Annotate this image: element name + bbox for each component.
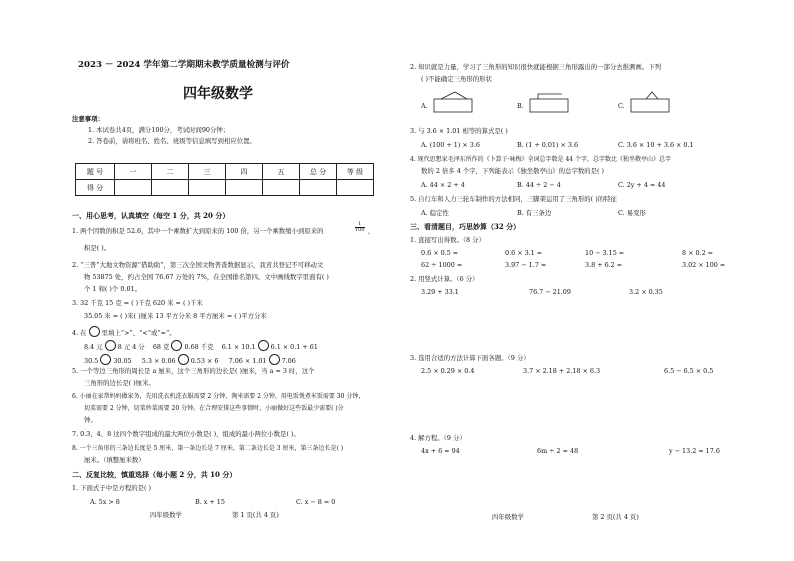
- calc2-item: 3.2 × 0.35: [629, 288, 663, 296]
- p2-q2-line2: ( )不能确定三角形的形状: [421, 75, 492, 83]
- score-header-cell: 一: [115, 164, 152, 180]
- q4-row2: [84, 354, 296, 366]
- notes-title: 注意事项：: [72, 115, 104, 123]
- score-header-cell: 等 级: [337, 164, 374, 180]
- p2-q5-option-b[interactable]: B. 有三条边: [517, 209, 552, 217]
- q3-line1: 3. 32 千克 15 克 = ( )千克 620 米 = ( )千米: [72, 299, 203, 307]
- score-cell[interactable]: [152, 180, 189, 196]
- q4-title-pre: 4. 在: [72, 329, 87, 337]
- calc4-item: y − 13.2 = 17.6: [669, 447, 720, 455]
- p2-q2-line1: 2. 知识就是力量，学习了三角形的知识很快就能根据三角形露出的一部分去推测画。下列: [410, 63, 661, 71]
- exam-page-2: [405, 0, 794, 561]
- p2-q3: 3. 与 3.6 × 1.01 相等的算式是( ): [410, 127, 508, 135]
- q8-line2: 厘米。（填整厘米数）: [84, 456, 145, 464]
- note-2: 2. 答卷前，请将班名、姓名、班级等信息填写到相应位置。: [88, 137, 256, 145]
- compare-circle-icon: [89, 326, 100, 337]
- q4-operand: 8 元 4 分: [117, 343, 145, 351]
- q1-fraction-after: ，: [368, 227, 375, 235]
- compare-circle-icon[interactable]: [100, 354, 111, 365]
- calc1-item: 0.6 × 0.5 =: [421, 249, 459, 257]
- p2-q2-option-c[interactable]: C.: [618, 102, 625, 110]
- score-header-cell: 五: [263, 164, 300, 180]
- p2-q2-option-b[interactable]: B.: [517, 102, 524, 110]
- calc2-item: 76.7 − 21.09: [529, 288, 571, 296]
- calc2-item: 3.29 + 33.1: [421, 288, 459, 296]
- exam-title: 2023 － 2024 学年第二学期期末教学质量检测与评价: [78, 60, 290, 70]
- score-table-score-row: [76, 180, 374, 196]
- s2q1-option-b[interactable]: B. x + 15: [195, 498, 225, 506]
- score-cell[interactable]: [337, 180, 374, 196]
- footer-page-number: 第 1 页(共 4 页): [232, 511, 279, 519]
- score-row-label: 得 分: [76, 180, 115, 196]
- triangle-card-a-icon: [433, 91, 475, 113]
- compare-circle-icon[interactable]: [258, 340, 269, 351]
- q4-operand: 6.1 × 0.1 + 61: [270, 343, 318, 351]
- q8-line1: 8. 一个三角形的三条边长度是 5 厘米，第一条边长是 7 厘米，第二条边长是 3 厘米，第三条边长是( ): [72, 445, 344, 452]
- triangle-card-b-icon: [529, 91, 571, 113]
- p2-q5: 5. 自行车和人力三轮车制作的方法相同，三脚架运用了三角形的( )的特征: [410, 195, 617, 203]
- section-3-title: 三、看清题目，巧思妙算（32 分）: [410, 222, 521, 231]
- q1-fraction: [355, 222, 365, 233]
- calc3-title: 3. 选用合适的方法计算下面各题。（9 分）: [410, 354, 530, 362]
- q4-operand: 5.3 × 0.06: [141, 357, 176, 365]
- calc4-item: 6m ÷ 2 = 48: [537, 447, 579, 455]
- score-table: [75, 163, 374, 196]
- score-header-cell: 三: [189, 164, 226, 180]
- calc1-item: 3.02 × 100 =: [682, 261, 726, 269]
- q4-operand: 0.53 × 6: [190, 357, 219, 365]
- score-cell[interactable]: [263, 180, 300, 196]
- calc1-item: 10 − 3.15 =: [585, 249, 625, 257]
- score-header-cell: 四: [226, 164, 263, 180]
- q2-line1: 2. “三普”大地文物资源“借助助”，第三次全国文物普查数据显示，我省共登记不可移动文: [72, 261, 324, 269]
- score-table-header-row: [76, 164, 374, 180]
- p2-q3-option-b[interactable]: B. (1 + 0.01) × 3.6: [517, 141, 579, 149]
- q6-line2: 切菜需要 2 分钟，切菜炒菜需要 20 分钟。在合理安排这些事情时，小丽做好这些饭最少需要( )分: [84, 405, 344, 412]
- q5-line2: 三角形的边长是( )厘米。: [84, 379, 155, 387]
- s2q1: 1. 下面式子中是方程的是( ): [72, 484, 152, 492]
- calc2-title: 2. 用竖式计算。（6 分）: [410, 275, 479, 283]
- q1-line2: 积是( )。: [84, 244, 111, 252]
- calc4-item: 4x + 6 = 94: [421, 447, 460, 455]
- q1-fraction-num: 1: [358, 221, 362, 227]
- q6-line1: 6. 小丽在家帮妈妈做家务，先用洗衣机洗衣服需要 2 分钟，淘米需要 2 分钟，用电饭煲煮米饭需要 30 分钟，: [72, 393, 365, 400]
- section-1-title: 一、用心思考，认真填空（每空 1 分，共 20 分）: [72, 211, 230, 220]
- score-cell[interactable]: [226, 180, 263, 196]
- q4-row1: [84, 340, 318, 352]
- s2q1-option-a[interactable]: A. 5x > 8: [90, 498, 120, 506]
- score-cell[interactable]: [189, 180, 226, 196]
- p2-q4-option-c[interactable]: C. 2y + 4 = 44: [618, 181, 666, 189]
- p2-q5-option-a[interactable]: A. 稳定性: [421, 209, 449, 217]
- q5-line1: 5. 一个等边三角形的周长是 a 厘米，这个三角形的边长是( )厘米，当 a = 3 时，这个: [72, 367, 315, 375]
- q4-title-post: 里填上“>”、“<”或“=”。: [101, 329, 176, 337]
- p2-q5-option-c[interactable]: C. 易变形: [618, 209, 646, 217]
- triangle-card-c-icon: [630, 91, 672, 113]
- p2-q4-option-a[interactable]: A. 44 × 2 + 4: [421, 181, 465, 189]
- calc3-item: 6.5 − 6.5 × 0.5: [664, 367, 714, 375]
- q4-operand: 7.06: [281, 357, 296, 365]
- q2-line3: 个 1 和( )个 0.01。: [84, 285, 141, 293]
- score-header-cell: 总 分: [300, 164, 337, 180]
- score-header-cell: 二: [152, 164, 189, 180]
- score-header-cell: 题 号: [76, 164, 115, 180]
- compare-circle-icon[interactable]: [105, 340, 116, 351]
- q4-title: [72, 326, 176, 338]
- exam-subtitle: 四年级数学: [183, 86, 253, 102]
- compare-circle-icon[interactable]: [171, 340, 182, 351]
- note-1: 1. 本试卷共4页，满分100分，考试时间90分钟；: [88, 126, 230, 134]
- calc4-title: 4. 解方程。（9 分）: [410, 434, 466, 442]
- calc3-item: 3.7 × 2.18 + 2.18 × 6.3: [523, 367, 601, 375]
- p2-q3-option-a[interactable]: A. (100 + 1) × 3.6: [421, 141, 480, 149]
- q4-operand: 0.68 千克: [184, 343, 214, 351]
- q4-operand: 8.4 元: [84, 343, 103, 351]
- q1-fraction-den: 100: [355, 227, 365, 233]
- q4-operand: 30.5: [84, 357, 99, 365]
- compare-circle-icon[interactable]: [178, 354, 189, 365]
- calc1-item: 3.97 − 1.7 =: [505, 261, 547, 269]
- calc3-item: 2.5 × 0.29 × 0.4: [421, 367, 475, 375]
- q1-line1: 1. 两个因数的积是 52.6，其中一个乘数扩大到原来的 100 倍，另一个乘数缩小到原来的: [72, 227, 324, 235]
- calc1-title: 1. 直接写出得数。（8 分）: [410, 236, 485, 244]
- s2q1-option-c[interactable]: C. x − 8 = 0: [296, 498, 336, 506]
- footer-subject: 四年级数学: [150, 511, 182, 519]
- q4-operand: 6.1 × 10.1: [221, 343, 256, 351]
- p2-q4-option-b[interactable]: B. 44 ÷ 2 − 4: [517, 181, 561, 189]
- q6-line3: 钟。: [84, 416, 97, 424]
- score-cell[interactable]: [115, 180, 152, 196]
- q7: 7. 0.3、4、8 这四个数字组成的最大两位小数是( )，组成的最小两位小数是( )。: [72, 430, 300, 438]
- q4-operand: 7.06 × 1.01: [228, 357, 267, 365]
- calc1-item: 3.8 + 6.2 =: [585, 261, 623, 269]
- footer-page-number: 第 2 页(共 4 页): [592, 513, 639, 521]
- q2-line2: 物 53875 处，约占全国 76.67 万处的 7%，在全国排名第四。文中画线数字里面有( ): [84, 273, 329, 281]
- score-cell[interactable]: [300, 180, 337, 196]
- p2-q3-option-c[interactable]: C. 3.6 × 10 + 3.6 × 0.1: [618, 141, 694, 149]
- calc1-item: 62 ÷ 1000 =: [421, 261, 463, 269]
- p2-q2-option-a[interactable]: A.: [421, 102, 428, 110]
- section-2-title: 二、反复比较，慎重选择（每小题 2 分，共 10 分）: [72, 470, 237, 479]
- p2-q4-line1: 4. 现代思想家毛泽东所作的《卜算子·咏梅》全词总字数是 44 个字，总字数比《独坐敬亭山》总字: [410, 156, 671, 163]
- compare-circle-icon[interactable]: [269, 354, 280, 365]
- calc1-item: 8 × 0.2 =: [682, 249, 714, 257]
- footer-subject: 四年级数学: [492, 513, 524, 521]
- p2-q4-line2: 数的 2 倍多 4 个字，下列能表示《独坐敬亭山》的总字数的是( ): [421, 167, 605, 175]
- q4-operand: 68 克: [152, 343, 170, 351]
- q3-line2: 35.05 米 = ( )米( )厘米 13 平方分米 8 平方厘米 = ( )平方分米: [84, 312, 267, 320]
- calc1-item: 0.6 × 3.1 =: [505, 249, 543, 257]
- q4-operand: 30.05: [113, 357, 132, 365]
